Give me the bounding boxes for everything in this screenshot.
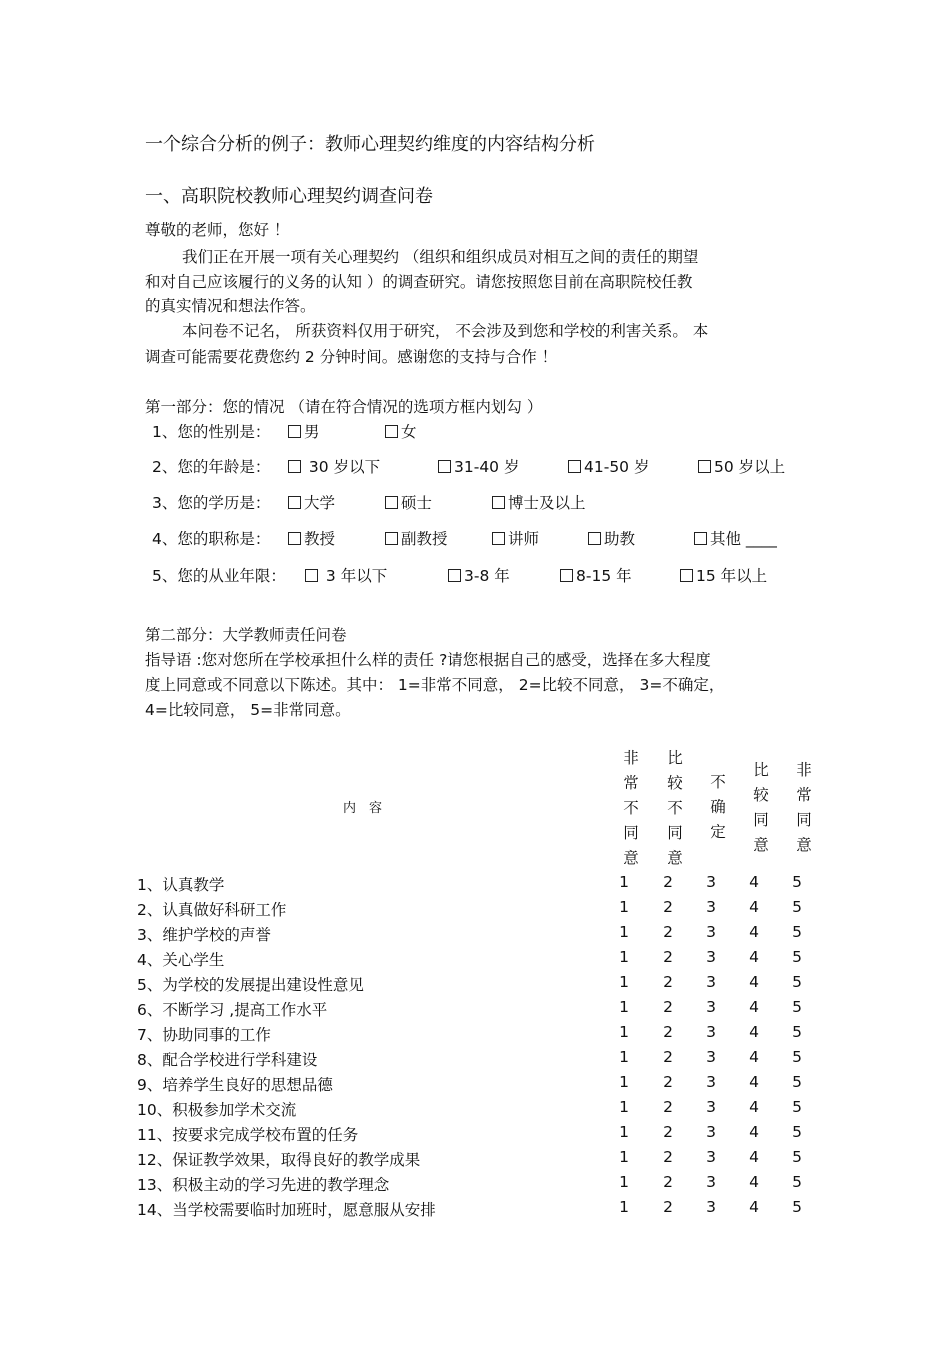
- rating-option[interactable]: 4: [749, 1173, 759, 1191]
- rating-option[interactable]: 1: [619, 873, 629, 891]
- rating-option[interactable]: 3: [706, 898, 716, 916]
- rating-option[interactable]: 3: [706, 998, 716, 1016]
- checkbox-icon[interactable]: [698, 460, 711, 473]
- option-associate-professor[interactable]: 副教授: [385, 527, 448, 549]
- table-row-label: 10、积极参加学术交流: [137, 1101, 297, 1119]
- rating-option[interactable]: 1: [619, 898, 629, 916]
- rating-option[interactable]: 2: [663, 873, 673, 891]
- rating-option[interactable]: 1: [619, 1048, 629, 1066]
- option-doctor[interactable]: 博士及以上: [492, 491, 586, 513]
- rating-option[interactable]: 2: [663, 1023, 673, 1041]
- rating-option[interactable]: 4: [749, 1048, 759, 1066]
- option-age-31-40[interactable]: 31-40 岁: [438, 455, 519, 477]
- checkbox-icon[interactable]: [288, 460, 301, 473]
- checkbox-icon[interactable]: [305, 569, 318, 582]
- rating-option[interactable]: 5: [792, 898, 802, 916]
- part2-heading: 第二部分：大学教师责任问卷: [145, 626, 347, 644]
- greeting: 尊敬的老师，您好 ！: [145, 221, 290, 239]
- checkbox-icon[interactable]: [694, 532, 707, 545]
- rating-option[interactable]: 2: [663, 973, 673, 991]
- rating-option[interactable]: 1: [619, 1148, 629, 1166]
- checkbox-icon[interactable]: [385, 532, 398, 545]
- rating-option[interactable]: 3: [706, 1148, 716, 1166]
- rating-option[interactable]: 3: [706, 1073, 716, 1091]
- rating-option[interactable]: 2: [663, 1048, 673, 1066]
- option-years-over-15[interactable]: 15 年以上: [680, 564, 767, 586]
- rating-option[interactable]: 3: [706, 1123, 716, 1141]
- rating-option[interactable]: 5: [792, 1023, 802, 1041]
- table-row-label: 6、不断学习 ,提高工作水平: [137, 1001, 328, 1019]
- rating-option[interactable]: 4: [749, 998, 759, 1016]
- checkbox-icon[interactable]: [288, 496, 301, 509]
- scale-header-strongly-disagree: 非常不同意: [623, 749, 639, 867]
- option-years-3-8[interactable]: 3-8 年: [448, 564, 510, 586]
- option-age-under-30[interactable]: 30 岁以下: [288, 455, 380, 477]
- checkbox-icon[interactable]: [560, 569, 573, 582]
- rating-option[interactable]: 4: [749, 1123, 759, 1141]
- question-age-label: 2、您的年龄是：: [152, 458, 271, 476]
- table-row-label: 13、积极主动的学习先进的教学理念: [137, 1176, 390, 1194]
- scale-header-disagree: 比较不同意: [667, 749, 683, 867]
- rating-option[interactable]: 3: [706, 923, 716, 941]
- doc-title: 一个综合分析的例子：教师心理契约维度的内容结构分析: [145, 134, 595, 155]
- intro-line: 本问卷不记名， 所获资料仅用于研究， 不会涉及到您和学校的利害关系。 本: [182, 322, 709, 340]
- table-row-label: 5、为学校的发展提出建设性意见: [137, 976, 364, 994]
- checkbox-icon[interactable]: [385, 425, 398, 438]
- table-row-label: 8、配合学校进行学科建设: [137, 1051, 318, 1069]
- rating-option[interactable]: 4: [749, 1023, 759, 1041]
- rating-option[interactable]: 5: [792, 873, 802, 891]
- rating-option[interactable]: 2: [663, 1148, 673, 1166]
- rating-option[interactable]: 5: [792, 1048, 802, 1066]
- rating-option[interactable]: 4: [749, 1073, 759, 1091]
- option-lecturer[interactable]: 讲师: [492, 527, 539, 549]
- rating-option[interactable]: 3: [706, 1173, 716, 1191]
- rating-option[interactable]: 4: [749, 948, 759, 966]
- option-master[interactable]: 硕士: [385, 491, 432, 513]
- rating-option[interactable]: 3: [706, 948, 716, 966]
- rating-option[interactable]: 4: [749, 973, 759, 991]
- rating-option[interactable]: 5: [792, 948, 802, 966]
- rating-option[interactable]: 4: [749, 1148, 759, 1166]
- rating-option[interactable]: 1: [619, 948, 629, 966]
- rating-option[interactable]: 5: [792, 1173, 802, 1191]
- scale-header-uncertain: 不确定: [710, 773, 726, 841]
- rating-option[interactable]: 2: [663, 1073, 673, 1091]
- checkbox-icon[interactable]: [385, 496, 398, 509]
- checkbox-icon[interactable]: [448, 569, 461, 582]
- option-professor[interactable]: 教授: [288, 527, 335, 549]
- checkbox-icon[interactable]: [492, 496, 505, 509]
- rating-option[interactable]: 3: [706, 973, 716, 991]
- intro-line: 调查可能需要花费您约 2 分钟时间。感谢您的支持与合作 ！: [145, 348, 558, 366]
- intro-line: 和对自己应该履行的义务的认知 ）的调查研究。请您按照您目前在高职院校任教: [145, 273, 693, 291]
- checkbox-icon[interactable]: [680, 569, 693, 582]
- rating-option[interactable]: 5: [792, 973, 802, 991]
- rating-option[interactable]: 1: [619, 1123, 629, 1141]
- rating-option[interactable]: 5: [792, 998, 802, 1016]
- part1-heading: 第一部分：您的情况 （请在符合情况的选项方框内划勾 ）: [145, 398, 543, 416]
- rating-option[interactable]: 1: [619, 1023, 629, 1041]
- rating-option[interactable]: 2: [663, 898, 673, 916]
- rating-option[interactable]: 5: [792, 923, 802, 941]
- checkbox-icon[interactable]: [288, 425, 301, 438]
- content-header: 内 容: [343, 801, 383, 816]
- table-row-label: 2、认真做好科研工作: [137, 901, 287, 919]
- rating-option[interactable]: 1: [619, 973, 629, 991]
- checkbox-icon[interactable]: [492, 532, 505, 545]
- rating-option[interactable]: 1: [619, 1073, 629, 1091]
- option-female[interactable]: 女: [385, 420, 417, 442]
- question-education-label: 3、您的学历是：: [152, 494, 271, 512]
- rating-option[interactable]: 1: [619, 1198, 629, 1216]
- option-male[interactable]: 男: [288, 420, 320, 442]
- rating-option[interactable]: 2: [663, 923, 673, 941]
- table-row-label: 14、当学校需要临时加班时，愿意服从安排: [137, 1201, 436, 1219]
- section-title: 一、高职院校教师心理契约调查问卷: [145, 186, 433, 207]
- rating-option[interactable]: 1: [619, 1098, 629, 1116]
- option-other[interactable]: 其他 ____: [694, 527, 777, 549]
- rating-option[interactable]: 4: [749, 898, 759, 916]
- guide-line: 指导语 :您对您所在学校承担什么样的责任 ?请您根据自己的感受，选择在多大程度: [145, 651, 711, 669]
- rating-option[interactable]: 4: [749, 873, 759, 891]
- option-years-under-3[interactable]: 3 年以下: [305, 564, 387, 586]
- rating-option[interactable]: 1: [619, 1173, 629, 1191]
- rating-option[interactable]: 4: [749, 1098, 759, 1116]
- checkbox-icon[interactable]: [288, 532, 301, 545]
- rating-option[interactable]: 3: [706, 1023, 716, 1041]
- question-title-label: 4、您的职称是：: [152, 530, 271, 548]
- rating-option[interactable]: 5: [792, 1098, 802, 1116]
- rating-option[interactable]: 3: [706, 1048, 716, 1066]
- guide-line: 4=比较同意， 5=非常同意。: [145, 701, 351, 719]
- table-row-label: 11、按要求完成学校布置的任务: [137, 1126, 359, 1144]
- checkbox-icon[interactable]: [438, 460, 451, 473]
- rating-option[interactable]: 5: [792, 1198, 802, 1216]
- question-gender-label: 1、您的性别是：: [152, 423, 271, 441]
- rating-option[interactable]: 2: [663, 1123, 673, 1141]
- rating-option[interactable]: 2: [663, 1098, 673, 1116]
- rating-option[interactable]: 3: [706, 1098, 716, 1116]
- rating-option[interactable]: 4: [749, 923, 759, 941]
- table-row-label: 3、维护学校的声誉: [137, 926, 271, 944]
- scale-header-agree: 比较同意: [753, 761, 769, 854]
- rating-option[interactable]: 2: [663, 998, 673, 1016]
- rating-option[interactable]: 1: [619, 923, 629, 941]
- option-age-over-50[interactable]: 50 岁以上: [698, 455, 785, 477]
- guide-line: 度上同意或不同意以下陈述。其中： 1=非常不同意， 2=比较不同意， 3=不确定，: [145, 676, 725, 694]
- rating-option[interactable]: 3: [706, 1198, 716, 1216]
- rating-option[interactable]: 2: [663, 1173, 673, 1191]
- question-years-label: 5、您的从业年限：: [152, 567, 286, 585]
- option-assistant[interactable]: 助教: [588, 527, 635, 549]
- table-row-label: 7、协助同事的工作: [137, 1026, 271, 1044]
- table-row-label: 1、认真教学: [137, 876, 225, 894]
- table-row-label: 9、培养学生良好的思想品德: [137, 1076, 333, 1094]
- rating-option[interactable]: 5: [792, 1148, 802, 1166]
- rating-option[interactable]: 2: [663, 1198, 673, 1216]
- option-years-8-15[interactable]: 8-15 年: [560, 564, 632, 586]
- scale-header-strongly-agree: 非常同意: [796, 761, 812, 854]
- intro-line: 我们正在开展一项有关心理契约 （组织和组织成员对相互之间的责任的期望: [182, 248, 699, 266]
- rating-option[interactable]: 3: [706, 873, 716, 891]
- checkbox-icon[interactable]: [588, 532, 601, 545]
- table-row-label: 12、保证教学效果，取得良好的教学成果: [137, 1151, 421, 1169]
- table-row-label: 4、关心学生: [137, 951, 225, 969]
- option-bachelor[interactable]: 大学: [288, 491, 335, 513]
- rating-option[interactable]: 1: [619, 998, 629, 1016]
- option-age-41-50[interactable]: 41-50 岁: [568, 455, 649, 477]
- rating-option[interactable]: 2: [663, 948, 673, 966]
- intro-line: 的真实情况和想法作答。: [145, 297, 316, 315]
- rating-option[interactable]: 4: [749, 1198, 759, 1216]
- checkbox-icon[interactable]: [568, 460, 581, 473]
- rating-option[interactable]: 5: [792, 1123, 802, 1141]
- rating-option[interactable]: 5: [792, 1073, 802, 1091]
